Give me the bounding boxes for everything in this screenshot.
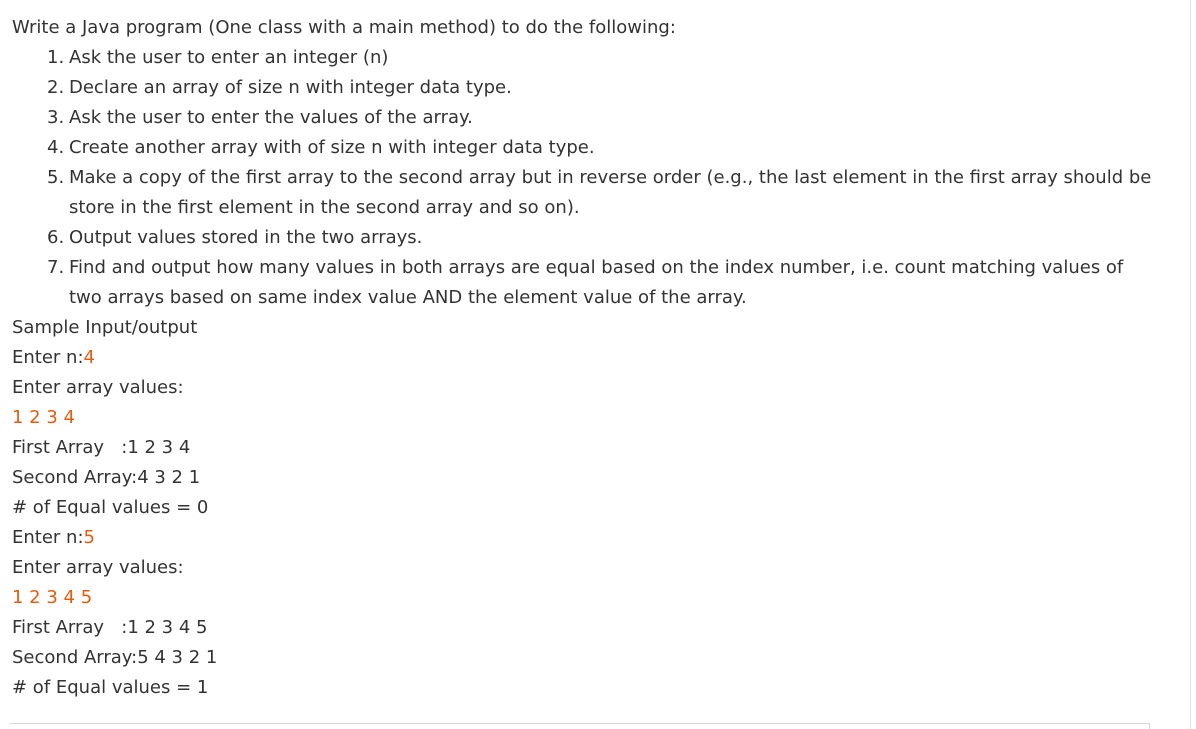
step-number: 4. (47, 137, 65, 158)
sample1-enter-values-label: Enter array values: (12, 377, 184, 398)
step-number: 2. (47, 77, 65, 98)
divider-end (1149, 723, 1150, 729)
sample1-second-array: Second Array:4 3 2 1 (12, 467, 201, 488)
step-number: 3. (47, 107, 65, 128)
list-item (12, 253, 1182, 313)
content-divider (10, 723, 1150, 724)
sample1-first-array: First Array :1 2 3 4 (12, 437, 191, 458)
sample-heading: Sample Input/output (12, 317, 198, 338)
step-text: Declare an array of size n with integer data type. (69, 77, 512, 98)
step-number: 5. (47, 167, 65, 188)
list-item (12, 43, 1182, 73)
sample2-enter-values-label: Enter array values: (12, 557, 184, 578)
step-text: Make a copy of the first array to the second array but in reverse order (e.g., the last element in the first array should be store in the first element in the second array and so on). (69, 167, 1152, 218)
intro-text: Write a Java program (One class with a main method) to do the following: (12, 17, 676, 38)
enter-n-value: 4 (83, 347, 95, 368)
step-number: 7. (47, 257, 65, 278)
steps-list (12, 43, 1182, 313)
step-text: Ask the user to enter an integer (n) (69, 47, 389, 68)
list-item (12, 163, 1182, 223)
step-number: 6. (47, 227, 65, 248)
list-item (12, 133, 1182, 163)
sample1-enter-n (12, 343, 1182, 373)
sample2-second-array: Second Array:5 4 3 2 1 (12, 647, 218, 668)
sample1-equal-values: # of Equal values = 0 (12, 497, 209, 518)
sample2-first-array: First Array :1 2 3 4 5 (12, 617, 208, 638)
sample1-input-values: 1 2 3 4 (12, 407, 75, 428)
list-item (12, 73, 1182, 103)
sample2-equal-values: # of Equal values = 1 (12, 677, 209, 698)
step-number: 1. (47, 47, 65, 68)
right-border (1190, 0, 1191, 729)
question-body (12, 13, 1182, 703)
step-text: Ask the user to enter the values of the array. (69, 107, 473, 128)
list-item (12, 223, 1182, 253)
list-item (12, 103, 1182, 133)
step-text: Find and output how many values in both arrays are equal based on the index number, i.e. count matching values of two arrays based on same index value AND the element value of the array. (69, 257, 1124, 308)
sample2-enter-n (12, 523, 1182, 553)
enter-n-label: Enter n: (12, 347, 84, 368)
step-text: Output values stored in the two arrays. (69, 227, 423, 248)
enter-n-label: Enter n: (12, 527, 84, 548)
enter-n-value: 5 (83, 527, 95, 548)
sample2-input-values: 1 2 3 4 5 (12, 587, 93, 608)
step-text: Create another array with of size n with integer data type. (69, 137, 595, 158)
